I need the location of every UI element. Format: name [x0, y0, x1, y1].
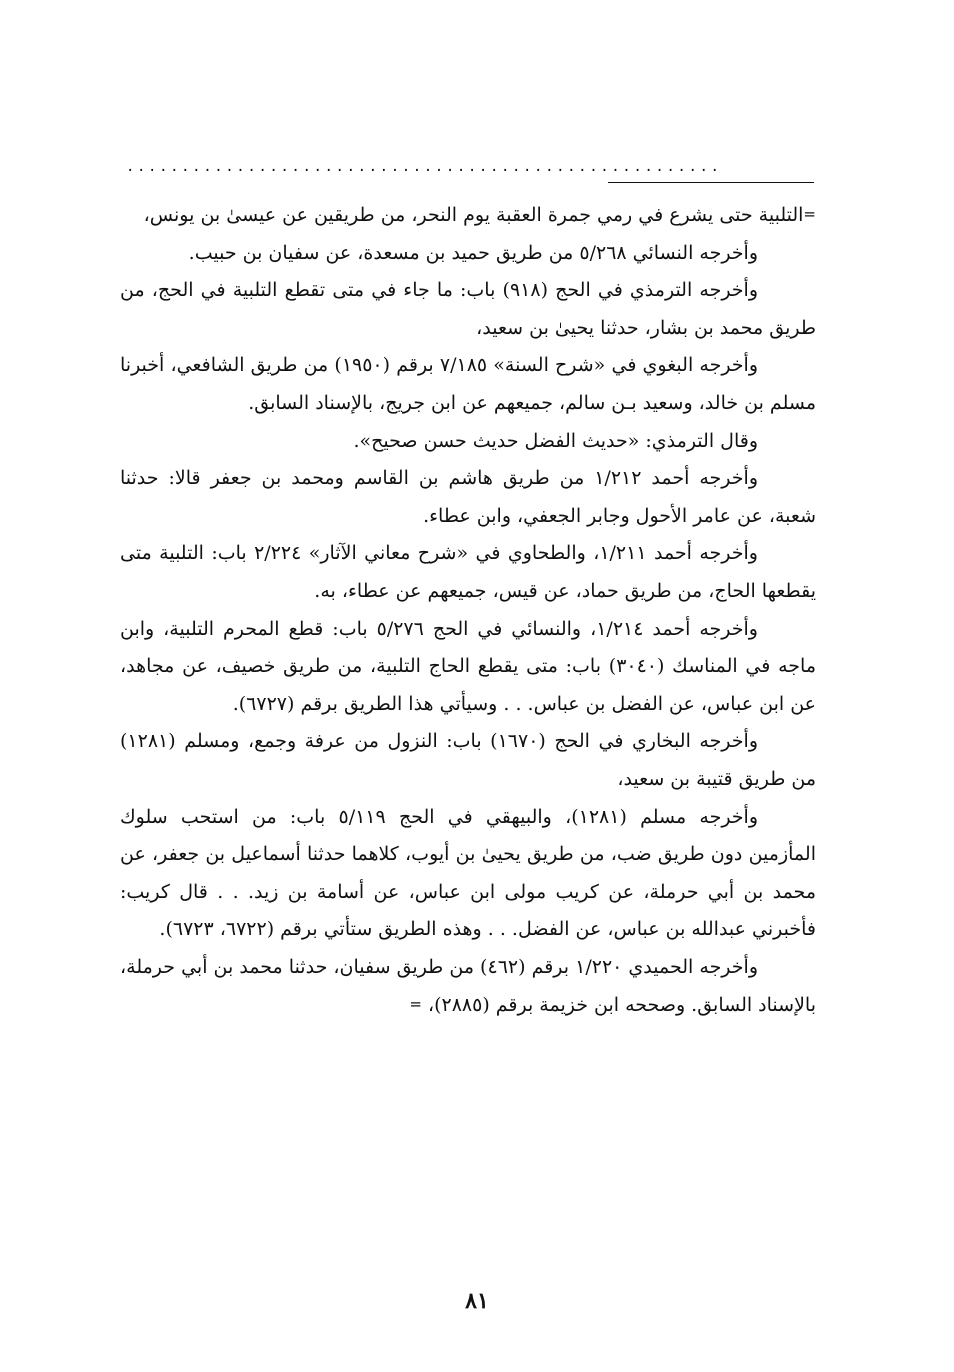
paragraph-text: التلبية حتى يشرع في رمي جمرة العقبة يوم النحر، من طريقين عن عيسىٰ بن يونس، [143, 204, 804, 226]
paragraph-text: وأخرجه الحميدي ١/٢٢٠ برقم (٤٦٢) من طريق سفيان، حدثنا محمد بن أبي حرملة، بالإسناد السابق. وصححه ابن خزيمة برقم (٢٨٨٥)، [120, 955, 816, 1017]
footnote-paragraph [120, 949, 816, 1025]
footnote-paragraph: وأخرجه أحمد ١/٢١٢ من طريق هاشم بن القاسم ومحمد بن جعفر قالا: حدثنا شعبة، عن عامر الأحول وجابر الجعفي، وابن عطاء. [120, 467, 816, 527]
footnote-rule [608, 182, 814, 183]
footnote-paragraph: وأخرجه البخاري في الحج (١٦٧٠) باب: النزول من عرفة وجمع، ومسلم (١٢٨١) من طريق قتيبة بن سعيد، [120, 730, 816, 790]
continuation-marker-end: = [409, 995, 422, 1014]
footnote-block [120, 196, 816, 1025]
footnote-paragraph: وأخرجه مسلم (١٢٨١)، والبيهقي في الحج ٥/١١٩ باب: من استحب سلوك المأزمين دون طريق ضب، من طريق يحيىٰ بن أيوب، كلاهما حدثنا أسماعيل بن جعفر، عن محمد بن أبي حرملة، عن كريب مولى ابن عباس، عن أسامة بن زيد. . . قال كريب: فأخبرني عبدالله بن عباس، عن الفضل. . . وهذه الطريق ستأتي برقم (٦٧٢٢، ٦٧٢٣). [120, 805, 816, 941]
separator-dots: ...................................................... [126, 160, 722, 174]
footnote-paragraph: وقال الترمذي: «حديث الفضل حديث حسن صحيح». [353, 429, 758, 452]
footnote-paragraph: وأخرجه أحمد ١/٢١٤، والنسائي في الحج ٥/٢٧٦ باب: قطع المحرم التلبية، وابن ماجه في المناسك (٣٠٤٠) باب: متى يقطع الحاج التلبية، من طريق خصيف، عن مجاهد، عن ابن عباس، عن الفضل بن عباس. . . وسيأتي هذا الطريق برقم (٦٧٢٧). [120, 617, 817, 715]
page-number: ٨١ [465, 1288, 489, 1314]
footnote-paragraph: وأخرجه أحمد ١/٢١١، والطحاوي في «شرح معاني الآثار» ٢/٢٢٤ باب: التلبية متى يقطعها الحاج، من طريق حماد، عن قيس، جميعهم عن عطاء، به. [120, 542, 816, 602]
footnote-paragraph [120, 196, 816, 235]
footnote-paragraph: وأخرجه الترمذي في الحج (٩١٨) باب: ما جاء في متى تقطع التلبية في الحج، من طريق محمد بن بشار، حدثنا يحيىٰ بن سعيد، [120, 279, 816, 339]
footnote-paragraph: وأخرجه النسائي ٥/٢٦٨ من طريق حميد بن مسعدة، عن سفيان بن حبيب. [188, 241, 758, 264]
continuation-marker-start: = [803, 205, 816, 223]
footnote-paragraph: وأخرجه البغوي في «شرح السنة» ٧/١٨٥ برقم (١٩٥٠) من طريق الشافعي، أخبرنا مسلم بن خالد، وسعيد بـن سالم، جميعهم عن ابن جريج، بالإسناد السابق. [120, 354, 816, 414]
